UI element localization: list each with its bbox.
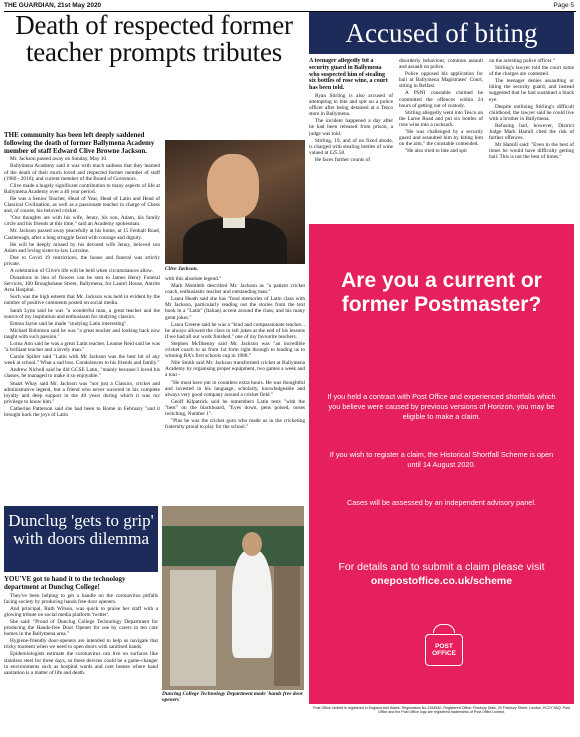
- story2-paragraph: They've been helping to get a handle on the coronavirus pitfalls facing society by producing hands free door openers.: [4, 592, 158, 605]
- story3-column-2: [399, 58, 483, 220]
- story1-paragraph: Andrew Nicholl said he did GCSE Latin, "mainly because I loved his classes, he managed to make it so enjoyable.": [4, 367, 160, 380]
- story1-paragraph: Mr. Jackson passed away peacefully at his home, at 15 Fenhall Road, Castlereagh, after a long struggle faced with courage and dignity.: [4, 228, 160, 241]
- story3-paragraph: A PSNI constable claimed he committed the offences within 24 hours of getting out of custody.: [399, 90, 483, 109]
- story1-paragraph: Sarah Lynn said he was "a wonderful man, a great teacher and the source of my inspiration and enthusiasm for studying classics.: [4, 307, 160, 320]
- story3-paragraph: Despite outlining Stirling's difficult childhood, the lawyer said he could live with a brother in Ballymena.: [489, 103, 574, 122]
- story2-standfirst: YOU'VE got to hand it to the technology department at Dunclug College!: [4, 576, 126, 591]
- story3-column-3: [489, 58, 574, 220]
- story3-headline: Accused of biting: [309, 12, 574, 54]
- story1-paragraph: Stuart Whay said Mr. Jackson was "not just a Classics, cricket and administrative legend, but a friend who never wavered in his complete loyalty and deep support in the 40 years during which it was my privilege to know him.": [4, 380, 160, 405]
- dunclug-technology-photo: [162, 506, 304, 690]
- post-office-logo: [425, 634, 463, 666]
- story1-paragraph: Laura Greene said he was a "kind and compassionate teacher... he always allowed the class to tell jokes at the end of his lessons if we had all our work finished." one of my favourite teachers.: [165, 321, 305, 340]
- logo-text-line2: OFFICE: [432, 650, 456, 657]
- post-office-crown-icon: [433, 624, 455, 633]
- story3-paragraph: The teenager denies assaulting or biting the security guard, and instead suggested that he had sustained a black eye.: [489, 78, 574, 103]
- story1-paragraph: "He must have put in countless extra hours. He was thoughtful and invested in his language, scholarly, knowledgeable and always very good company around a cricket field.": [165, 379, 305, 398]
- story2-paragraph: She said: "Proud of Dunclug College Technology Department for producing the Hands-free Door Opener for use by carers in ten care homes in the Ballymena area.": [4, 618, 158, 638]
- story1-column-1: [4, 132, 160, 504]
- story1-paragraph: Donations in lieu of flowers can be sent to James Henry Funeral Services, 100 Broughshane Street, Ballymena, for Laurel House, Antrim Area Hospital.: [4, 275, 160, 294]
- advert-register-text: If you wish to register a claim, the Historical Shortfall Scheme is open until 14 August 2020.: [329, 450, 554, 469]
- post-office-advert: [309, 224, 574, 704]
- story1-paragraph: He was a Senior Teacher, Head of Year, Head of Latin and Head of Classical Civilisation, as well as a passionate teacher in charge of Chess and, of course, his beloved cricket.: [4, 195, 160, 215]
- story3-paragraph: Stirling allegedly went into Tesco on the Larne Road and put six bottles of rose wine into a rucksack.: [399, 109, 483, 128]
- story3-paragraph: The incident happened a day after he had been released from prison, a judge was told.: [309, 118, 393, 137]
- story1-paragraph: Due to Covid 19 restrictions, the house and funeral was strictly private.: [4, 254, 160, 267]
- dunclug-photo-caption: Dunclug College Technology Department made 'hands free door openers': [162, 691, 303, 703]
- story1-paragraph: A celebration of Clive's life will be held when circumstances allow.: [10, 267, 153, 274]
- story3-column-1: [309, 58, 393, 220]
- logo-text-line1: POST: [435, 642, 453, 650]
- story1-paragraph: Nile Smith said Mr. Jackson transformed cricket at Ballymena Academy by organising proper equipment, two games a week and a tour -: [165, 360, 305, 379]
- story2-paragraph: And principal, Ruth Wilson, was quick to praise her staff with a glowing tribute on social media platform 'twitter'.: [4, 605, 158, 618]
- advert-url-link[interactable]: onepostoffice.co.uk/scheme: [370, 575, 513, 587]
- advert-headline: Are you a current or former Postmaster?: [341, 269, 542, 316]
- story3-standfirst: A teenager allegedly bit a security guard in Ballymena who suspected him of stealing six bottles of rose wine, a court has been told.: [309, 58, 388, 92]
- story2-paragraph: Hygiene-friendly door-openers are intended to help us navigate that tricky moment when we need to open doors with sanitised hands.: [4, 638, 158, 651]
- story1-paragraph: Lorna Ann said he was a great Latin teacher. Leanne Reid said he was "a brilliant teacher and a lovely man.": [4, 341, 160, 354]
- story1-paragraph: Emma Jayne said he made "studying Latin interesting".: [10, 320, 128, 327]
- story3-paragraph: Stirling, 19, and of no fixed abode, is charged with stealing bottles of wine valued at £25.50.: [309, 137, 393, 156]
- clive-jackson-caption: Clive Jackson.: [165, 266, 198, 272]
- story2-column: [4, 576, 158, 732]
- newspaper-masthead-date: THE GUARDIAN, 21st May 2020: [4, 2, 102, 9]
- story1-paragraph: Mr. Jackson passed away on Sunday, May 10.: [10, 156, 108, 163]
- advert-call-to-action: [319, 560, 564, 588]
- story2-paragraph: Epidemiologists estimate the coronavirus can live on surfaces like stainless steel for three days, so these devices could be a game-changer in environments such as hospital wards and care homes where hand sanitation is a matter of life and death.: [4, 651, 158, 676]
- story3-paragraph: Ryan Stirling is also accused of attempting to bite and spit on a police officer after being detained at a Tesco store in Ballymena.: [309, 92, 393, 118]
- story1-standfirst: THE community has been left deeply saddened following the death of former Ballymena Academy member of staff Edward Clive Browne Jackson.: [4, 132, 155, 155]
- story3-paragraph: "He also tried to bite and spit: [405, 148, 467, 155]
- page-number: Page 5: [553, 2, 574, 9]
- advert-cta-text: For details and to submit a claim please visit: [338, 561, 545, 573]
- story1-paragraph: Mark Montieth described Mr. Jackson as "a patient cricket coach, enthusiastic teacher and outstanding man.": [165, 283, 305, 296]
- story1-paragraph: Michael Robinson said he was "a great teacher and looking back now taught with such passion.": [4, 327, 160, 340]
- story3-paragraph: "He was challenged by a security guard and assaulted him by biting him on the arm," the constable contended.: [399, 129, 483, 148]
- advert-small-print: Post Office Limited is registered in England and Wales. Registration No 2154540. Registered Office: Finsbury Dials, 20 Finsbury Street, London, EC2Y 9AQ. Post Office and the Post Office logo are registered trademarks of Post Office Limited.: [313, 706, 570, 715]
- story1-paragraph: Geoff Kilpatrick said he remembers Latin tests "with the "best" on the blackboard, "Eyes down, pens poised, noses twitching, Number 1".: [165, 398, 305, 417]
- story1-paragraph: "Our thoughts are with his wife, Jenny, his son, Adam, his family circle and his friends at this time," said an Academy spokesman.: [4, 215, 160, 228]
- story1-paragraph: Catherine Patterson said she had been to Rome in February "and it brought back the joys of Latin: [4, 405, 160, 419]
- story1-headline: Death of respected former teacher prompts tributes: [15, 10, 293, 67]
- story3-paragraph: Police opposed his application for bail at Ballymena Magistrates' Court, sitting in Belfast.: [399, 71, 483, 90]
- story1-paragraph: "Plus he was the cricket guru who made us in the cricketing fraternity proud to play for the school.": [165, 418, 305, 431]
- story3-paragraph: Refusing bail, however, District Judge Mark Hamill cited the risk of further offences.: [489, 122, 574, 142]
- story1-paragraph: Such was the high esteem that Mr. Jackson was held in evident by the number of positive comments posted on social media.: [4, 294, 160, 307]
- story1-paragraph: Stephen McIlhenny said Mr. Jackson was "an incredible cricket coach to us from 1st form right through to leading us to winning BA's first schools cup in 1988.": [165, 340, 305, 360]
- advert-panel-text: Cases will be assessed by an independent advisory panel.: [346, 498, 537, 507]
- advert-eligibility-text: If you held a contract with Post Office and experienced shortfalls which you believe were caused by previous versions of Horizon, you may be eligible to make a claim.: [327, 392, 556, 421]
- story1-column-2: [165, 276, 305, 504]
- story3-paragraph: on the arresting police officer.": [489, 58, 555, 64]
- story3-paragraph: He faces further counts of: [315, 156, 371, 163]
- story1-paragraph: Carole Spiller said "Latin with Mr Jackson was the best bit of any week at school." What a sad loss. Condolences to his friends and family.": [4, 354, 160, 367]
- story1-paragraph: Ballymena Academy said it was with much sadness that they learned of the death of their much loved and respected former member of staff (1980 - 2010), and current member of the Board of Governors.: [4, 163, 160, 182]
- clive-jackson-photo: [165, 140, 305, 264]
- story3-paragraph: disorderly behaviour, common assault and assault on police.: [399, 58, 483, 71]
- story1-paragraph: He will be deeply missed by his devoted wife Jenny, beloved son Adam and loving sister-in-law Lorraine.: [4, 241, 160, 254]
- story3-paragraph: Mr Hamill said: "Even in the best of times he would have difficulty getting bail. This is not the best of times.": [489, 142, 574, 161]
- story1-paragraph: Clive made a hugely significant contribution to many aspects of life at Ballymena Academy over a 40 year period.: [4, 182, 160, 195]
- story3-paragraph: Stirling's lawyer told the court some of the charges are contested.: [489, 65, 574, 78]
- story1-paragraph: with this absolute legend.": [165, 276, 222, 282]
- story1-paragraph: Laura Heath said she has "fond memories of Latin class with Mr Jackson, particularly reading out the stories from the text book in a "Latin" (Italian) accent around the class, and his many great jokes.": [165, 296, 305, 321]
- story2-headline: Dunclug 'gets to grip' with doors dilemma: [4, 506, 158, 572]
